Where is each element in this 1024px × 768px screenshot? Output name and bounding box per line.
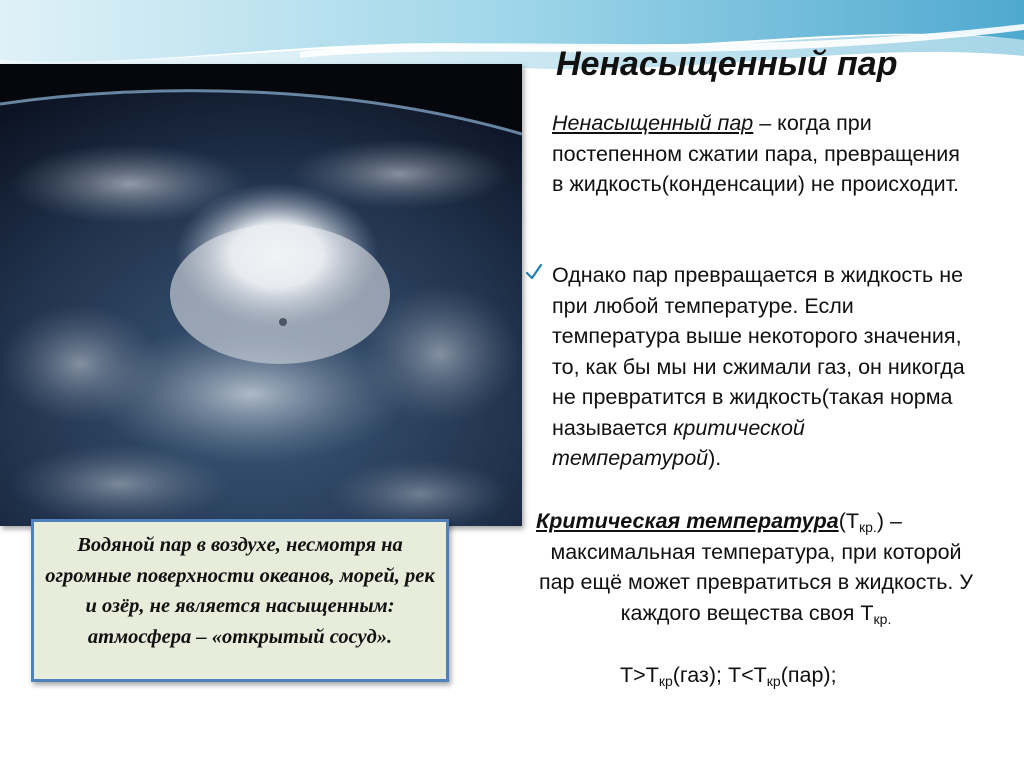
caption-box	[31, 519, 449, 682]
formula-sub-1: кр	[658, 673, 673, 689]
formula-part-1: Т>Т	[620, 663, 659, 687]
symbol-subscript: кр.	[859, 519, 877, 535]
formula-sub-2: кр	[766, 673, 781, 689]
bullet-text-start: Однако пар превращается в жидкость не при любой температуре. Если температура выше некоторого значения, то, как бы мы ни сжимали газ, он никогда не превратится в жидкость(такая норма называется	[552, 263, 965, 440]
definition-text: – когда при постепенном сжатии пара, превращения в жидкость(конденсации) не происходит.	[552, 111, 960, 196]
bullet-text-italic: критической температурой	[552, 415, 805, 470]
term-critical-temperature: Критическая температура	[536, 509, 839, 533]
bullet-paragraph	[552, 260, 972, 474]
slide-title: Ненасыщенный пар	[556, 45, 898, 83]
critical-definition-text	[536, 537, 976, 629]
symbol-close: ) –	[876, 509, 902, 533]
caption-text: Водяной пар в воздухе, несмотря на огромные поверхности океанов, морей, рек и озёр, не является насыщенным: атмосфера – «открытый сосуд».	[45, 534, 435, 648]
definition-critical-temperature	[536, 506, 976, 628]
symbol-open: (Т	[838, 509, 859, 533]
temperature-formula	[620, 660, 980, 691]
check-icon	[524, 262, 544, 282]
bullet-text-end: ).	[708, 446, 722, 470]
term-unsaturated-vapor: Ненасыщенный пар	[552, 111, 754, 135]
critical-text-subscript: кр.	[873, 610, 892, 627]
formula-part-2: (газ); Т<Т	[672, 663, 767, 687]
formula-part-3: (пар);	[780, 663, 837, 687]
critical-text: максимальная температура, при которой пар ещё может превратиться в жидкость. У каждого вещества своя Т	[538, 539, 974, 625]
hurricane-from-space-image	[0, 64, 522, 526]
definition-unsaturated-vapor	[552, 108, 972, 200]
